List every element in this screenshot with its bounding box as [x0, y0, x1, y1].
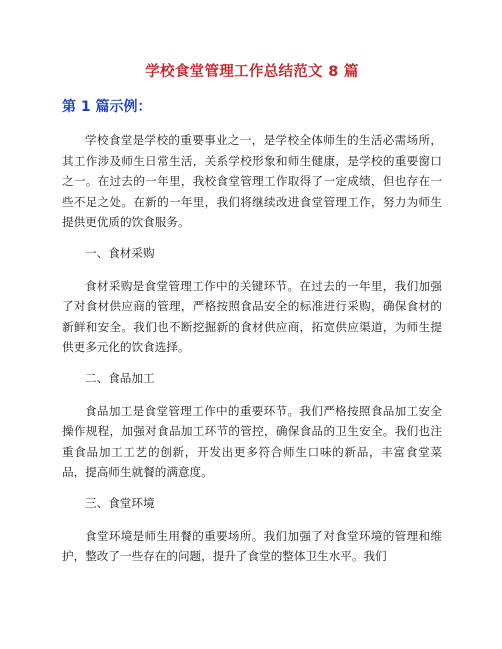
subsection-heading-processing: 二、食品加工: [85, 370, 155, 385]
paragraph-procurement: 食材采购是食堂管理工作中的关键环节。在过去的一年里，我们加强了对食材供应商的管理，严格按照食品安全的标准进行采购，确保食材的新鲜和安全。我们也不断挖掘新的食材供应商，拓宽供应渠道，为师生提供更多元化的饮食选择。: [62, 278, 442, 355]
subsection-heading-procurement: 一、食材采购: [85, 245, 155, 260]
document-title: 学校食堂管理工作总结范文 8 篇: [145, 64, 359, 80]
subsection-heading-environment: 三、食堂环境: [85, 495, 155, 510]
intro-paragraph: 学校食堂是学校的重要事业之一，是学校全体师生的生活必需场所，其工作涉及师生日常生活，关系学校形象和师生健康，是学校的重要窗口之一。在过去的一年里，我校食堂管理工作取得了一定成绩，但也存在一些不足之处。在新的一年里，我们将继续改进食堂管理工作，努力为师生提供更优质的饮食服务。: [62, 133, 442, 230]
section-heading: 第 1 篇示例：: [62, 99, 152, 115]
paragraph-processing: 食品加工是食堂管理工作中的重要环节。我们严格按照食品加工安全操作规程，加强对食品加工环节的管控，确保食品的卫生安全。我们也注重食品加工工艺的创新，开发出更多符合师生口味的新品，丰富食堂菜品，提高师生就餐的满意度。: [62, 403, 442, 480]
paragraph-environment: 食堂环境是师生用餐的重要场所。我们加强了对食堂环境的管理和维护，整改了一些存在的问题，提升了食堂的整体卫生水平。我们: [62, 528, 442, 564]
